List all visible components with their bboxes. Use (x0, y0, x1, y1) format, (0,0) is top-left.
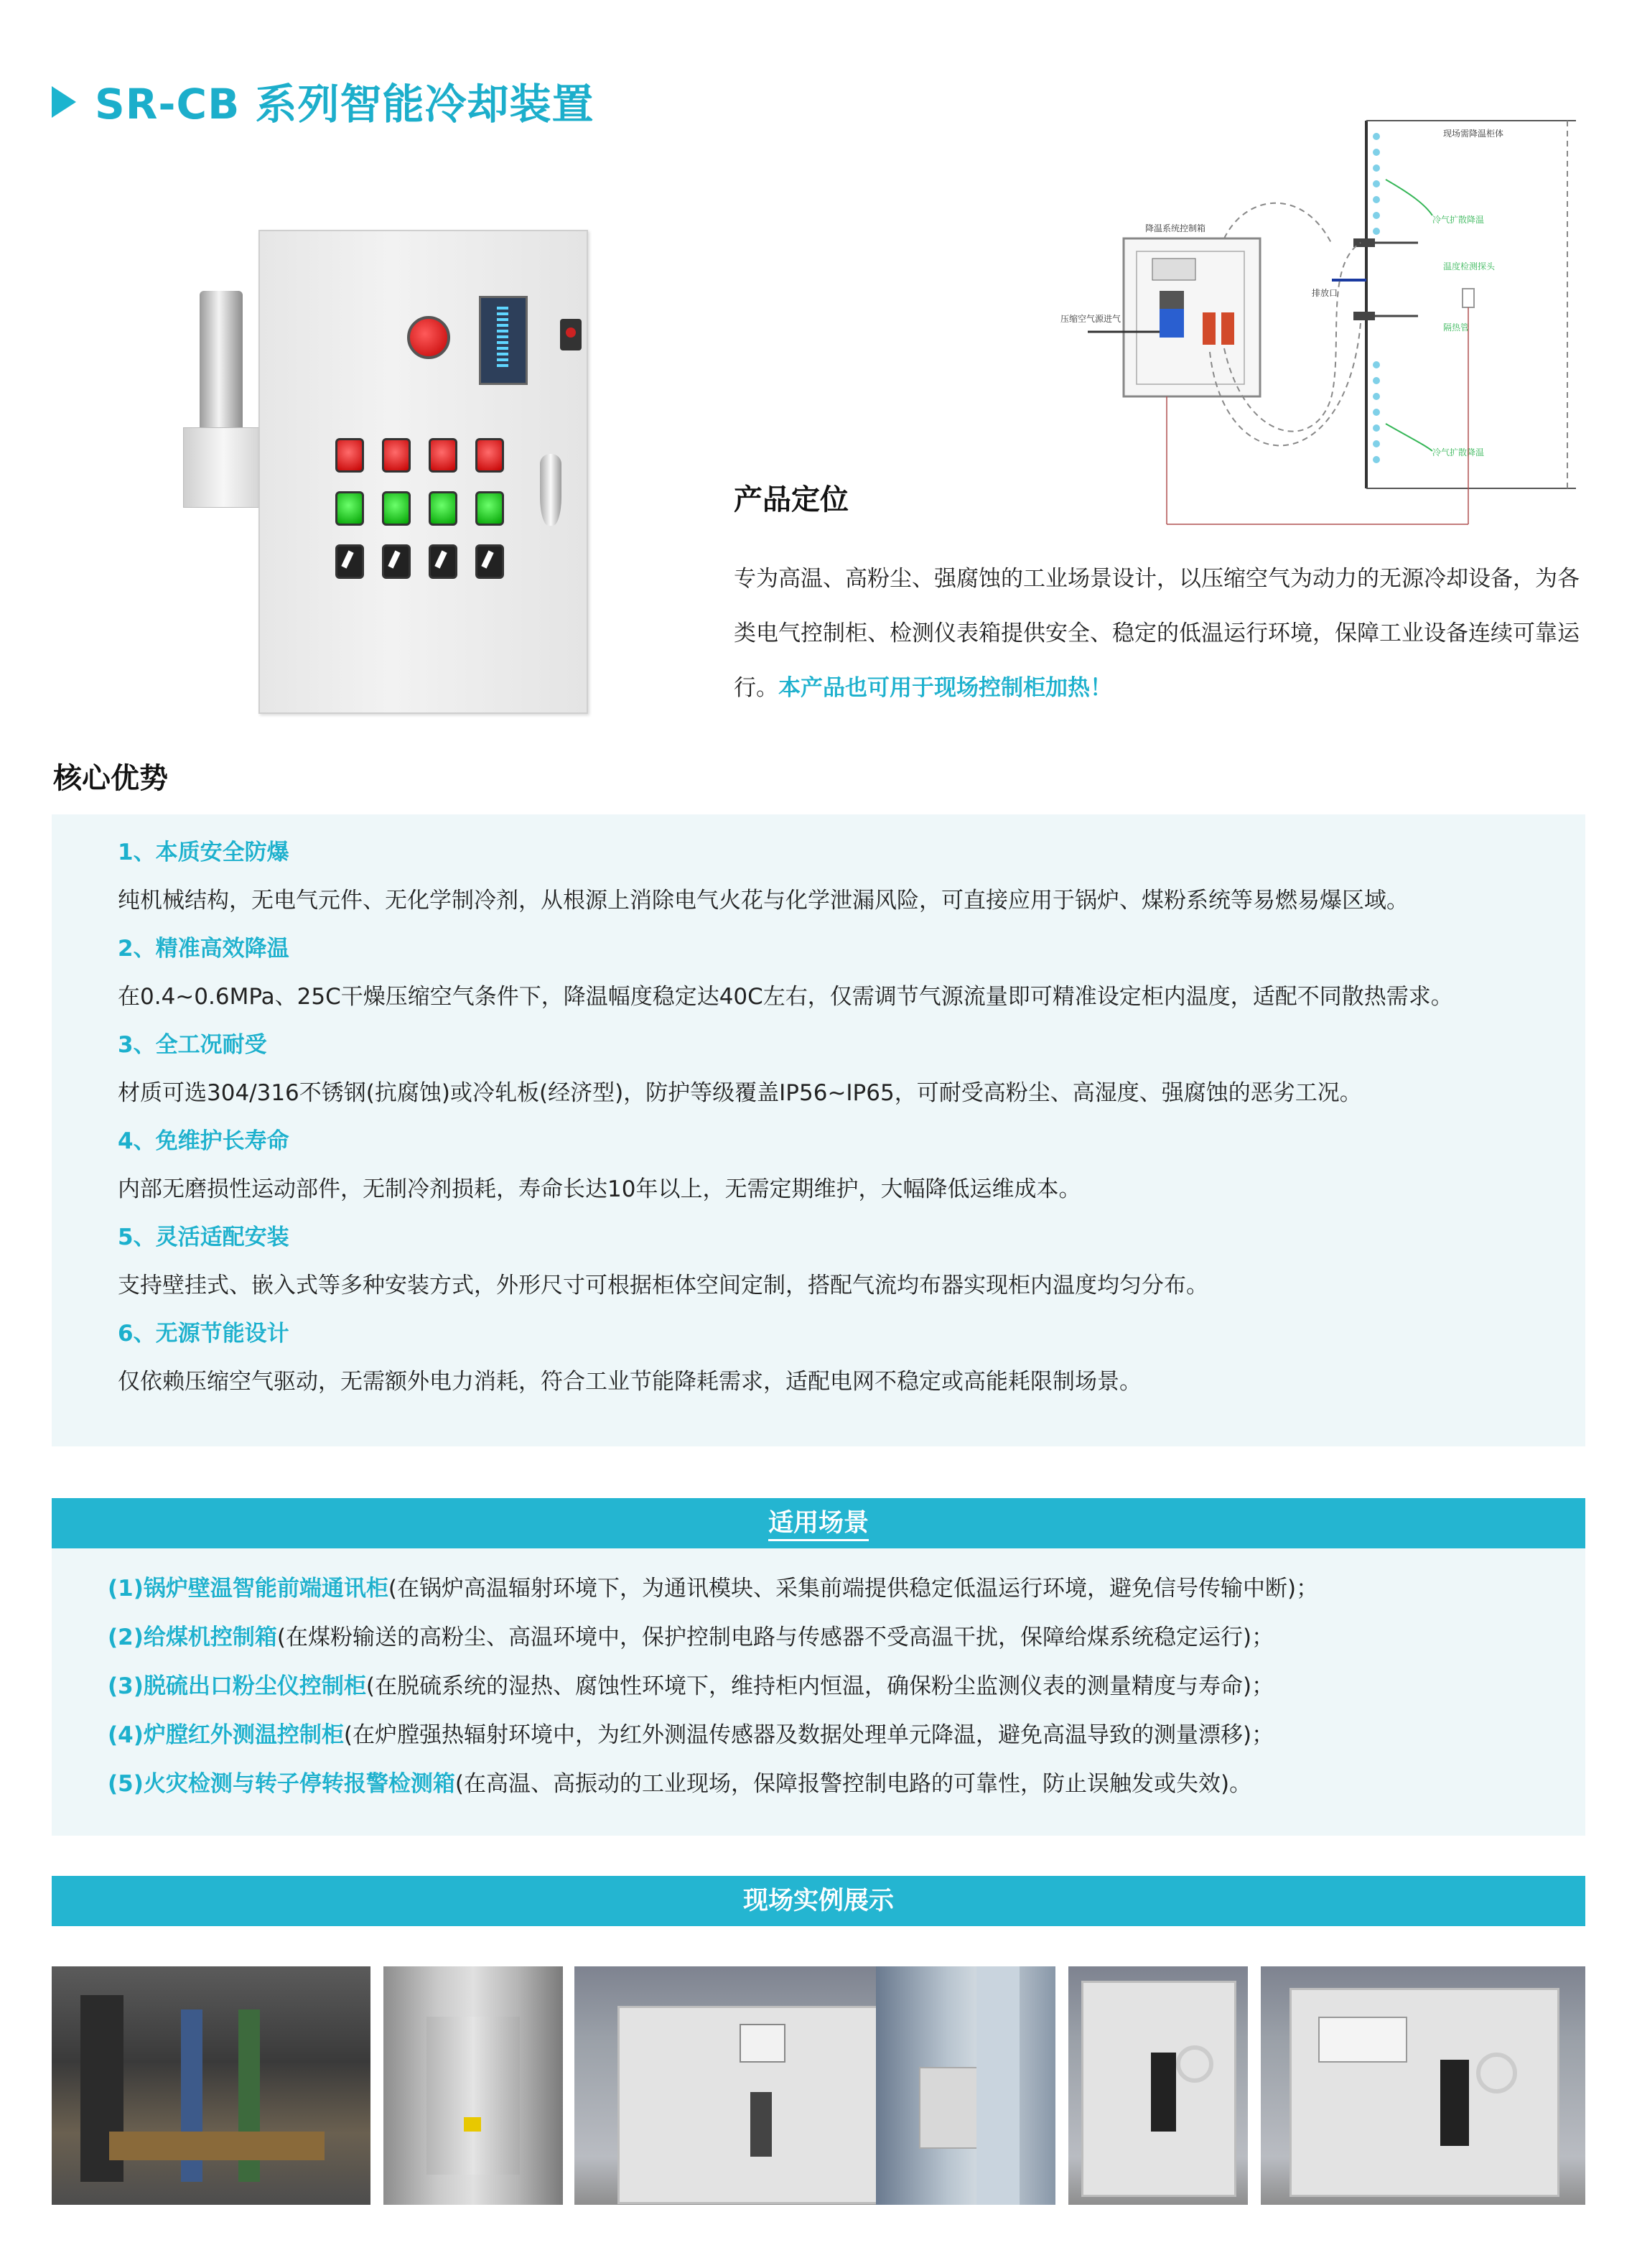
positioning-title: 产品定位 (734, 483, 849, 516)
scenario-name: (1)锅炉壁温智能前端通讯柜 (108, 1576, 388, 1602)
emergency-stop-icon (407, 316, 450, 359)
scenario-name: (5)火灾检测与转子停转报警检测箱 (108, 1771, 455, 1797)
advantage-title: 3、全工况耐受 (118, 1032, 267, 1058)
advantage-desc: 在0.4~0.6MPa、25C干燥压缩空气条件下，降温幅度稳定达40C左右，仅需调节气源流量即可精准设定柜内温度，适配不同散热需求。 (118, 984, 1453, 1010)
positioning-highlight: 本产品也可用于现场控制柜加热！ (778, 675, 1112, 701)
green-indicator-icon (429, 491, 457, 526)
advantage-desc: 纯机械结构，无电气元件、无化学制冷剂，从根源上消除电气火花与化学泄漏风险，可直接应用于锅炉、煤粉系统等易燃易爆区域。 (118, 888, 1409, 914)
advantage-item (118, 1117, 1554, 1214)
advantage-desc: 材质可选304/316不锈钢(抗腐蚀)或冷轧板(经济型)，防护等级覆盖IP56~IP65，可耐受高粉尘、高湿度、强腐蚀的恶劣工况。 (118, 1080, 1362, 1106)
label-pipe: 隔热管 (1443, 322, 1470, 333)
positioning-body (734, 552, 1581, 715)
positioning-text: 专为高温、高粉尘、强腐蚀的工业场景设计，以压缩空气为动力的无源冷却设备，为各类电气控制柜、检测仪表箱提供安全、稳定的低温运行环境，保障工业设备连续可靠运行。 (734, 566, 1580, 701)
selector-knob-icon (475, 544, 504, 579)
advantage-item (118, 1214, 1554, 1310)
scenario-item (108, 1711, 1572, 1760)
site-photo-installed-box (876, 1966, 1055, 2205)
red-indicator-icon (475, 438, 504, 473)
indicator-switch-icon (560, 319, 582, 350)
advantage-item (118, 1310, 1554, 1406)
green-indicator-icon (382, 491, 411, 526)
scenario-name: (4)炉膛红外测温控制柜 (108, 1722, 344, 1748)
scenario-name: (3)脱硫出口粉尘仪控制柜 (108, 1673, 366, 1699)
label-control-box: 降温系统控制箱 (1145, 223, 1206, 233)
title-arrow-icon (52, 86, 76, 118)
advantage-item (118, 925, 1554, 1021)
door-handle-icon (540, 454, 561, 526)
scenarios-header-bar (52, 1498, 1585, 1548)
vortex-cooler-tube (200, 291, 243, 438)
advantage-desc: 支持壁挂式、嵌入式等多种安装方式，外形尺寸可根据柜体空间定制，搭配气流均布器实现柜内温度均匀分布。 (118, 1273, 1208, 1298)
advantages-panel (52, 814, 1585, 1446)
scenario-name: (2)给煤机控制箱 (108, 1625, 277, 1650)
advantage-title: 5、灵活适配安装 (118, 1224, 289, 1250)
site-photo-open-box-3 (1261, 1966, 1585, 2205)
page-title: SR-CB 系列智能冷却装置 (95, 80, 594, 129)
scenario-desc: (在炉膛强热辐射环境中，为红外测温传感器及数据处理单元降温，避免高温导致的测量漂移)； (343, 1722, 1274, 1748)
advantage-item (118, 1021, 1554, 1117)
scenario-desc: (在煤粉输送的高粉尘、高温环境中，保护控制电路与传感器不受高温干扰，保障给煤系统稳定运行)； (276, 1625, 1274, 1650)
selector-knob-icon (382, 544, 411, 579)
advantage-desc: 仅依赖压缩空气驱动，无需额外电力消耗，符合工业节能降耗需求，适配电网不稳定或高能耗限制场景。 (118, 1369, 1142, 1395)
selector-knob-icon (335, 544, 364, 579)
advantages-title: 核心优势 (53, 762, 168, 795)
scenario-item (108, 1613, 1572, 1662)
red-indicator-icon (335, 438, 364, 473)
advantage-title: 6、无源节能设计 (118, 1321, 289, 1347)
product-cabinet-image (179, 230, 589, 715)
red-indicator-icon (429, 438, 457, 473)
label-exhaust: 排放口 (1312, 288, 1338, 298)
advantage-item (118, 829, 1554, 925)
cooler-mount-block (183, 427, 263, 508)
system-schematic-diagram (1059, 108, 1576, 539)
scenario-desc: (在高温、高振动的工业现场，保障报警控制电路的可靠性，防止误触发或失效)。 (454, 1771, 1252, 1797)
label-temp-probe: 温度检测探头 (1443, 261, 1496, 271)
green-indicator-icon (475, 491, 504, 526)
cabinet-body (258, 230, 588, 714)
scenarios-title: 适用场景 (768, 1509, 869, 1541)
showcase-header-bar (52, 1876, 1585, 1926)
scenario-item (108, 1662, 1572, 1711)
site-photo-stainless-box (383, 1966, 563, 2205)
label-air-in: 压缩空气源进气 (1060, 314, 1121, 324)
advantages-list (118, 829, 1554, 1406)
showcase-title: 现场实例展示 (742, 1887, 894, 1915)
green-indicator-icon (335, 491, 364, 526)
label-cabinet: 现场需降温柜体 (1443, 129, 1504, 139)
scenario-item (108, 1760, 1572, 1808)
scenario-desc: (在脱硫系统的湿热、腐蚀性环境下，维持柜内恒温，确保粉尘监测仪表的测量精度与寿命)； (365, 1673, 1274, 1699)
site-photo-open-box-2 (1068, 1966, 1248, 2205)
label-flow-bottom: 冷气扩散降温 (1432, 447, 1485, 457)
temperature-meter-icon (479, 296, 528, 385)
red-indicator-icon (382, 438, 411, 473)
scenarios-list (108, 1564, 1572, 1808)
advantage-title: 1、本质安全防爆 (118, 840, 289, 865)
scenario-item (108, 1564, 1572, 1613)
advantage-title: 2、精准高效降温 (118, 936, 289, 962)
advantage-title: 4、免维护长寿命 (118, 1128, 289, 1154)
scenarios-panel (52, 1548, 1585, 1836)
label-flow-top: 冷气扩散降温 (1432, 215, 1485, 225)
site-photo-cabinet-wiring (52, 1966, 370, 2205)
scenario-desc: (在锅炉高温辐射环境下，为通讯模块、采集前端提供稳定低温运行环境，避免信号传输中断)； (388, 1576, 1319, 1602)
advantage-desc: 内部无磨损性运动部件，无制冷剂损耗，寿命长达10年以上，无需定期维护，大幅降低运维成本。 (118, 1176, 1081, 1202)
selector-knob-icon (429, 544, 457, 579)
